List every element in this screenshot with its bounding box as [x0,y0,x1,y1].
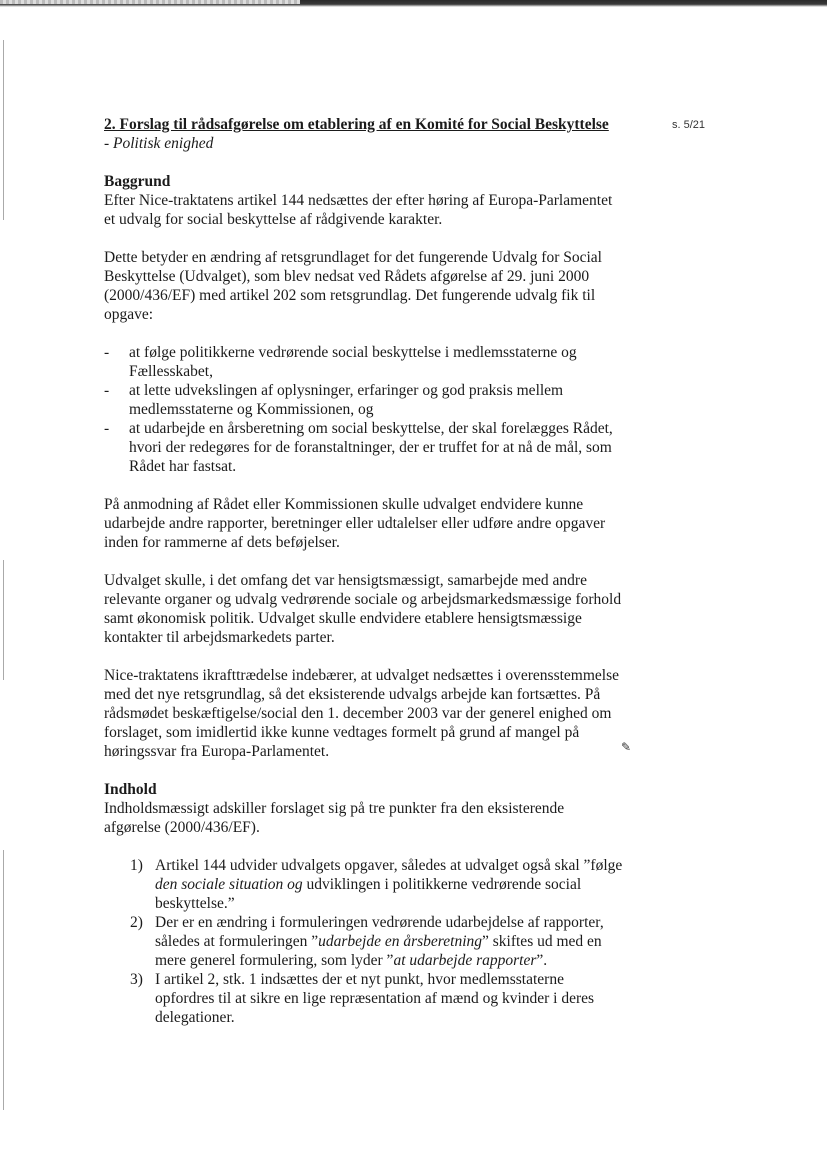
point-text: Artikel 144 udvider udvalgets opgaver, således at udvalget også skal ”følge [155,857,623,874]
page-number: s. 5/21 [672,119,706,131]
section-title: 2. Forslag til rådsafgørelse om etablering af en Komité for Social Beskyttelse [104,116,609,133]
point-text: Der er en ændring i formuleringen vedrørende udarbejdelse af rapporter, således at formuleringen ” [155,914,604,950]
point-number: 3) [130,971,143,988]
margin-mark: ✎ [621,740,632,754]
list-item [104,913,624,970]
point-text: ” skiftes ud med en mere generel formulering, som lyder ” [155,933,602,969]
paragraph: På anmodning af Rådet eller Kommissionen skulle udvalget endvidere kunne udarbejde andre rapporter, beretninger eller udtalelser eller udføre andre opgaver inden for rammerne af dets beføjelser. [104,496,606,551]
points-list [104,856,624,1027]
point-text: I artikel 2, stk. 1 indsættes der et nyt punkt, hvor medlemsstaterne opfordres til at sikre en lige repræsentation af mænd og kvinder i deres delegationer. [155,971,595,1026]
point-emphasis: den sociale situation og [155,876,303,893]
point-text: ”. [536,952,548,969]
paragraph: Udvalget skulle, i det omfang det var hensigtsmæssigt, samarbejde med andre relevante organer og udvalg vedrørende sociale og arbejdsmarkedsmæssige forhold samt økonomisk politik. Udvalget skulle endvidere etablere hensigtsmæssige kontakter til arbejdsmarkedets parter. [104,572,622,646]
task-list [104,343,624,476]
list-item [104,856,624,913]
point-emphasis: at udarbejde rapporter [393,952,537,969]
section-subtitle: - Politisk enighed [104,135,214,152]
point-number: 1) [130,857,143,874]
heading-content: Indhold [104,781,157,798]
scan-edge-noise [0,0,300,4]
background-intro: Efter Nice-traktatens artikel 144 nedsættes der efter høring af Europa-Parlamentet et udvalg for social beskyttelse af rådgivende karakter. [104,192,613,228]
point-text: udviklingen i politikkerne vedrørende social beskyttelse.” [155,876,582,912]
list-item: - at udarbejde en årsberetning om social beskyttelse, der skal forelægges Rådet, hvori der redegøres for de foranstaltninger, der er truffet for at nå de mål, som Rådet har fastsat. [104,419,624,476]
point-number: 2) [130,914,143,931]
scan-left-edge-mark [3,850,4,1110]
scan-left-edge-mark [3,40,4,220]
paragraph: Dette betyder en ændring af retsgrundlaget for det fungerende Udvalg for Social Beskyttelse (Udvalget), som blev nedsat ved Rådets afgørelse af 29. juni 2000 (2000/436/EF) med artikel 202 som retsgrundlag. Det fungerende udvalg fik til opgave: [104,249,602,323]
heading-background: Baggrund [104,173,171,190]
document-body [104,115,624,1027]
scan-left-edge-mark [3,560,4,680]
list-item: - at lette udvekslingen af oplysninger, erfaringer og god praksis mellem medlemsstaterne og Kommissionen, og [104,381,624,419]
list-item: - at følge politikkerne vedrørende social beskyttelse i medlemsstaterne og Fællesskabet, [104,343,624,381]
list-item [104,970,624,1027]
paragraph: Nice-traktatens ikrafttrædelse indebærer, at udvalget nedsættes i overensstemmelse med det nye retsgrundlag, så det eksisterende udvalgs arbejde kan fortsættes. På rådsmødet beskæftigelse/social den 1. december 2003 var der generel enighed om forslaget, som imidlertid ikke kunne vedtages formelt på grund af mangel på høringssvar fra Europa-Parlamentet. [104,667,620,760]
point-emphasis: udarbejde en årsberetning [318,933,482,950]
content-intro: Indholdsmæssigt adskiller forslaget sig på tre punkter fra den eksisterende afgørelse (2000/436/EF). [104,800,565,836]
